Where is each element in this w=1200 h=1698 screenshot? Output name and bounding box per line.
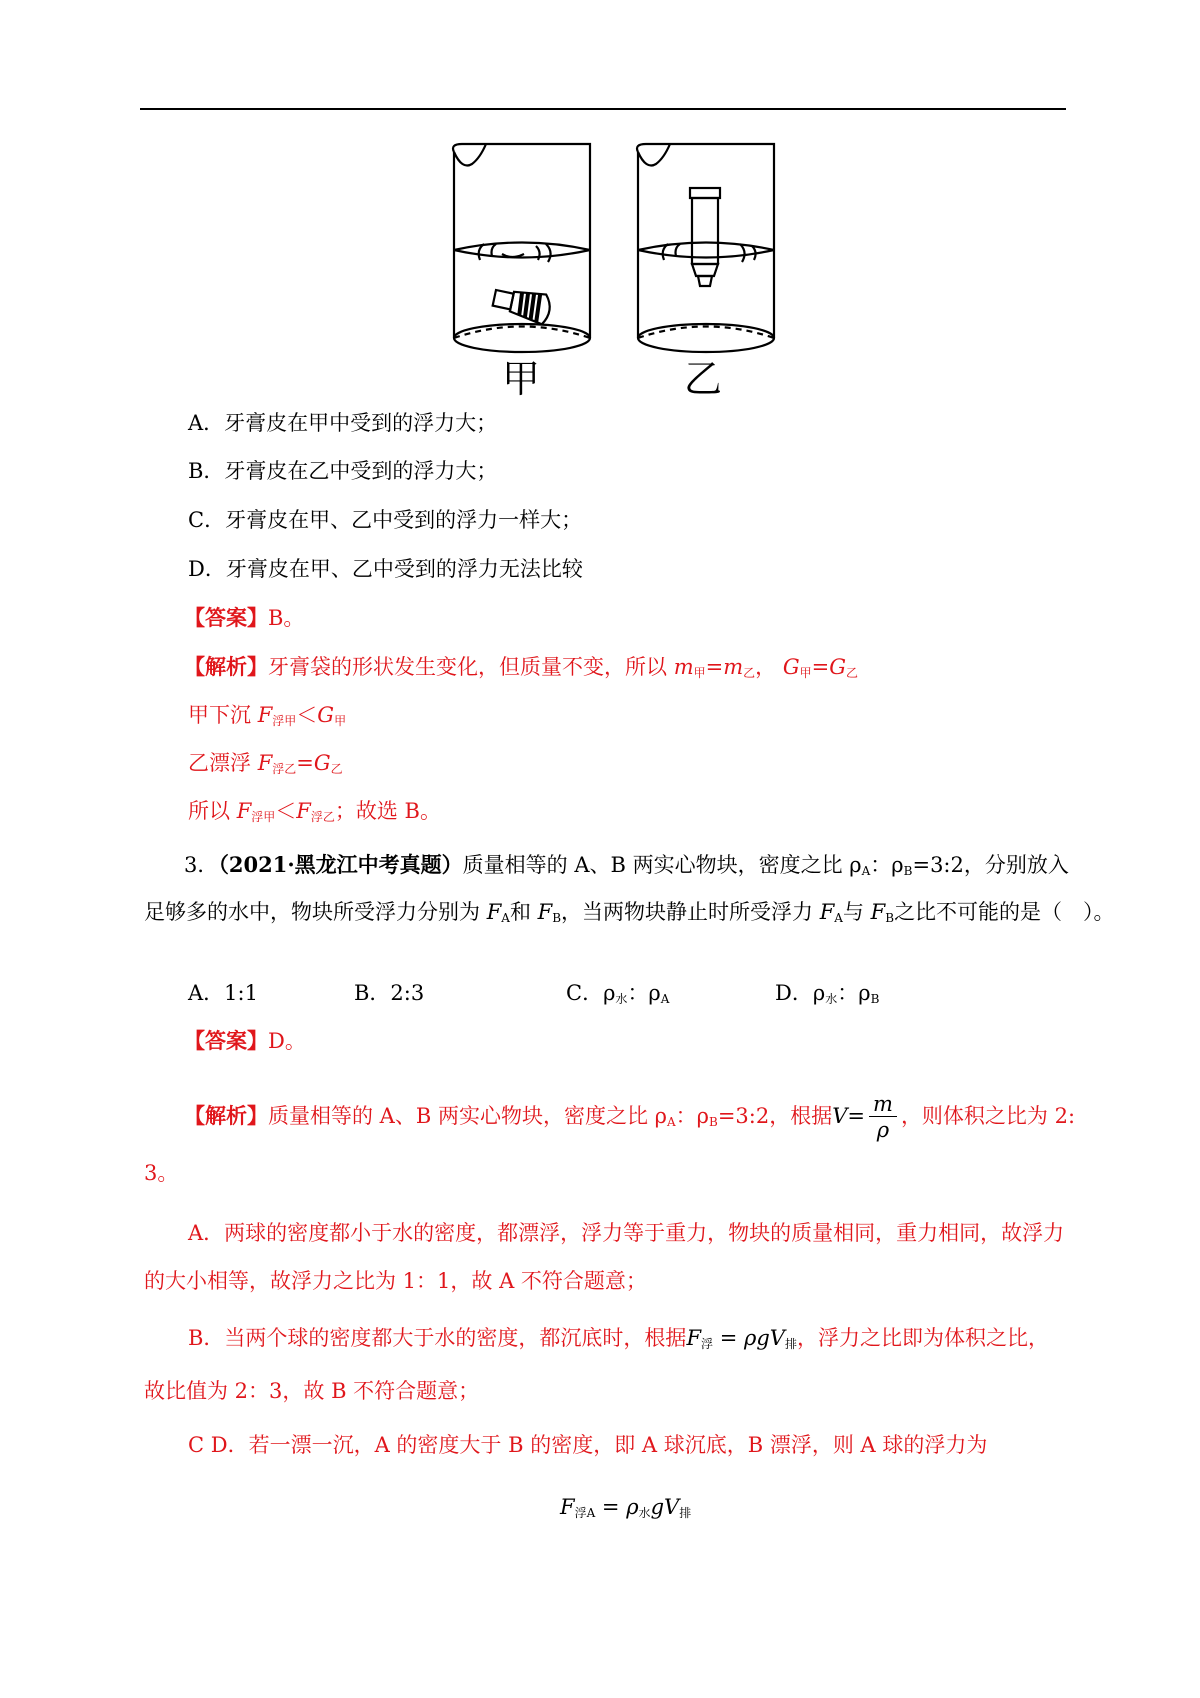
sub-a: A [834, 911, 843, 925]
q3-option-a: A．1:1 [188, 981, 258, 1005]
sub-a: A [666, 1115, 676, 1129]
q2-analysis-line-2 [188, 700, 346, 736]
sub-a: A [501, 911, 510, 925]
q3-option-c [566, 978, 669, 1014]
var-f: F [257, 703, 273, 727]
q3-analysis-line-2: 3。 [144, 1161, 179, 1185]
text: 质量相等的 A、B 两实心物块，密度之比 ρ [462, 853, 862, 877]
q2-option-d: D．牙膏皮在甲、乙中受到的浮力无法比较 [188, 557, 583, 581]
answer-value: D。 [268, 1029, 306, 1053]
answer-tag: 【答案】 [184, 605, 268, 630]
formula-buoyancy-a [560, 1492, 691, 1528]
text: =3:2，根据 [717, 1104, 833, 1128]
answer-value: B。 [268, 606, 305, 630]
sub-b: B [903, 864, 913, 878]
var-g: G [313, 751, 331, 775]
question-number: 3． [184, 853, 219, 877]
q2-option-b: B．牙膏皮在乙中受到的浮力大； [188, 459, 498, 483]
beakers-figure [440, 140, 780, 400]
sub-a: A [861, 864, 871, 878]
q3-analysis-pa-2: 的大小相等，故浮力之比为 1：1，故 A 不符合题意； [144, 1269, 647, 1293]
var-v: V [832, 1104, 848, 1128]
var-f: F [819, 900, 835, 924]
sub-jia: 甲 [799, 666, 812, 680]
q3-stem-line-2 [144, 897, 1115, 933]
eq-rho-g: = ρg [713, 1326, 770, 1350]
q2-option-a: A．牙膏皮在甲中受到的浮力大； [188, 411, 498, 435]
sub-fuyi: 浮乙 [272, 762, 297, 776]
sub-fujia: 浮甲 [272, 714, 297, 728]
var-f: F [486, 900, 502, 924]
sub-jia: 甲 [334, 714, 347, 728]
figure-label-yi: 乙 [684, 357, 723, 400]
analysis-text: 牙膏袋的形状发生变化，但质量不变，所以 [268, 655, 667, 679]
q3-analysis-pa-1: A．两球的密度都小于水的密度，都漂浮，浮力等于重力，物块的质量相同，重力相同，故浮力 [188, 1221, 1065, 1245]
sub-shui: 水 [825, 992, 838, 1006]
text: 和 [509, 900, 538, 924]
text: ；故选 B。 [334, 799, 441, 823]
sub-pai: 排 [679, 1506, 692, 1520]
question-source: （2021·黑龙江中考真题） [218, 852, 463, 877]
q3-analysis-pb-2: 故比值为 2：3，故 B 不符合题意； [144, 1379, 480, 1403]
sub-pai: 排 [784, 1337, 797, 1351]
q3-answer [184, 1026, 306, 1056]
q2-analysis-line-3 [188, 748, 343, 784]
q2-analysis-line-4 [188, 796, 441, 832]
text: B．当两个球的密度都大于水的密度，都沉底时，根据 [188, 1326, 687, 1350]
answer-tag: 【答案】 [184, 1028, 268, 1053]
analysis-tag: 【解析】 [184, 654, 268, 679]
text: 质量相等的 A、B 两实心物块，密度之比 ρ [268, 1104, 667, 1128]
var-f: F [257, 751, 273, 775]
q3-option-d [775, 978, 879, 1014]
text: ，当两物块静止时所受浮力 [561, 900, 820, 924]
text: ：ρ [627, 981, 661, 1005]
text: ，则体积之比为 2: [900, 1104, 1076, 1128]
text: 足够多的水中，物块所受浮力分别为 [144, 900, 487, 924]
text: ：ρ [870, 853, 904, 877]
text: D．ρ [775, 981, 826, 1005]
eq-sign: = [847, 1104, 866, 1128]
text: 之比不可能的是（ ）。 [894, 900, 1115, 924]
text: ：ρ [675, 1104, 709, 1128]
text: =3:2，分别放入 [912, 853, 1069, 877]
var-g-lower: g [650, 1495, 665, 1519]
sub-yi: 乙 [330, 762, 343, 776]
var-v: V [664, 1495, 680, 1519]
sub-b: B [885, 911, 895, 925]
eq-rho: = ρ [595, 1495, 639, 1519]
q3-analysis-pcd: C D．若一漂一沉，A 的密度大于 B 的密度，即 A 球沉底，B 漂浮，则 A 球的浮力为 [188, 1433, 988, 1457]
var-g: G [829, 655, 847, 679]
sub-b: B [709, 1115, 718, 1129]
q2-option-c: C．牙膏皮在甲、乙中受到的浮力一样大； [188, 508, 583, 532]
text: 甲下沉 [188, 703, 258, 727]
var-m: m [723, 655, 744, 679]
eq-sign: = [705, 655, 724, 679]
var-g: G [782, 655, 800, 679]
lt-sign: ＜ [296, 703, 318, 727]
sub-shui: 水 [615, 992, 628, 1006]
lt-sign: ＜ [275, 799, 297, 823]
var-f: F [296, 799, 311, 823]
sub-fu: 浮 [701, 1337, 714, 1351]
beaker-jia [453, 144, 590, 352]
text: C．ρ [566, 981, 616, 1005]
sub-fua: 浮A [574, 1506, 596, 1520]
sub-jia: 甲 [693, 666, 706, 680]
sub-yi: 乙 [846, 666, 859, 680]
var-m: m [673, 655, 694, 679]
comma: ， [755, 655, 777, 679]
eq-sign: = [296, 751, 314, 775]
var-f: F [560, 1495, 575, 1519]
q3-stem-line-1 [184, 850, 1069, 886]
var-f: F [870, 900, 886, 924]
text: ：ρ [837, 981, 871, 1005]
sub-fuyi: 浮乙 [310, 810, 335, 824]
var-f: F [236, 799, 252, 823]
sub-a: A [660, 992, 670, 1006]
sub-yi: 乙 [743, 666, 756, 680]
sub-fujia: 浮甲 [251, 810, 276, 824]
text: 所以 [188, 799, 237, 823]
figure-label-jia: 甲 [502, 357, 541, 400]
beaker-yi [637, 144, 774, 352]
q3-analysis-pb-1 [188, 1320, 1049, 1362]
eq-sign: = [811, 655, 830, 679]
sub-b: B [552, 911, 562, 925]
var-v: V [769, 1326, 785, 1350]
numerator: m [869, 1092, 897, 1117]
var-g: G [317, 703, 335, 727]
sub-b: B [870, 992, 880, 1006]
var-f: F [686, 1326, 702, 1350]
var-f: F [537, 900, 553, 924]
text: 与 [842, 900, 871, 924]
analysis-tag: 【解析】 [184, 1103, 268, 1128]
header-rule [140, 108, 1066, 110]
text: ，浮力之比即为体积之比， [796, 1326, 1049, 1350]
text: 乙漂浮 [188, 751, 258, 775]
q2-answer [184, 603, 304, 633]
q2-analysis-line-1 [184, 652, 858, 688]
sub-shui: 水 [638, 1506, 651, 1520]
q3-analysis-line-1 [184, 1092, 1075, 1143]
q3-option-b: B．2:3 [354, 981, 425, 1005]
denominator: ρ [876, 1118, 890, 1142]
fraction-m-over-rho [869, 1092, 897, 1143]
